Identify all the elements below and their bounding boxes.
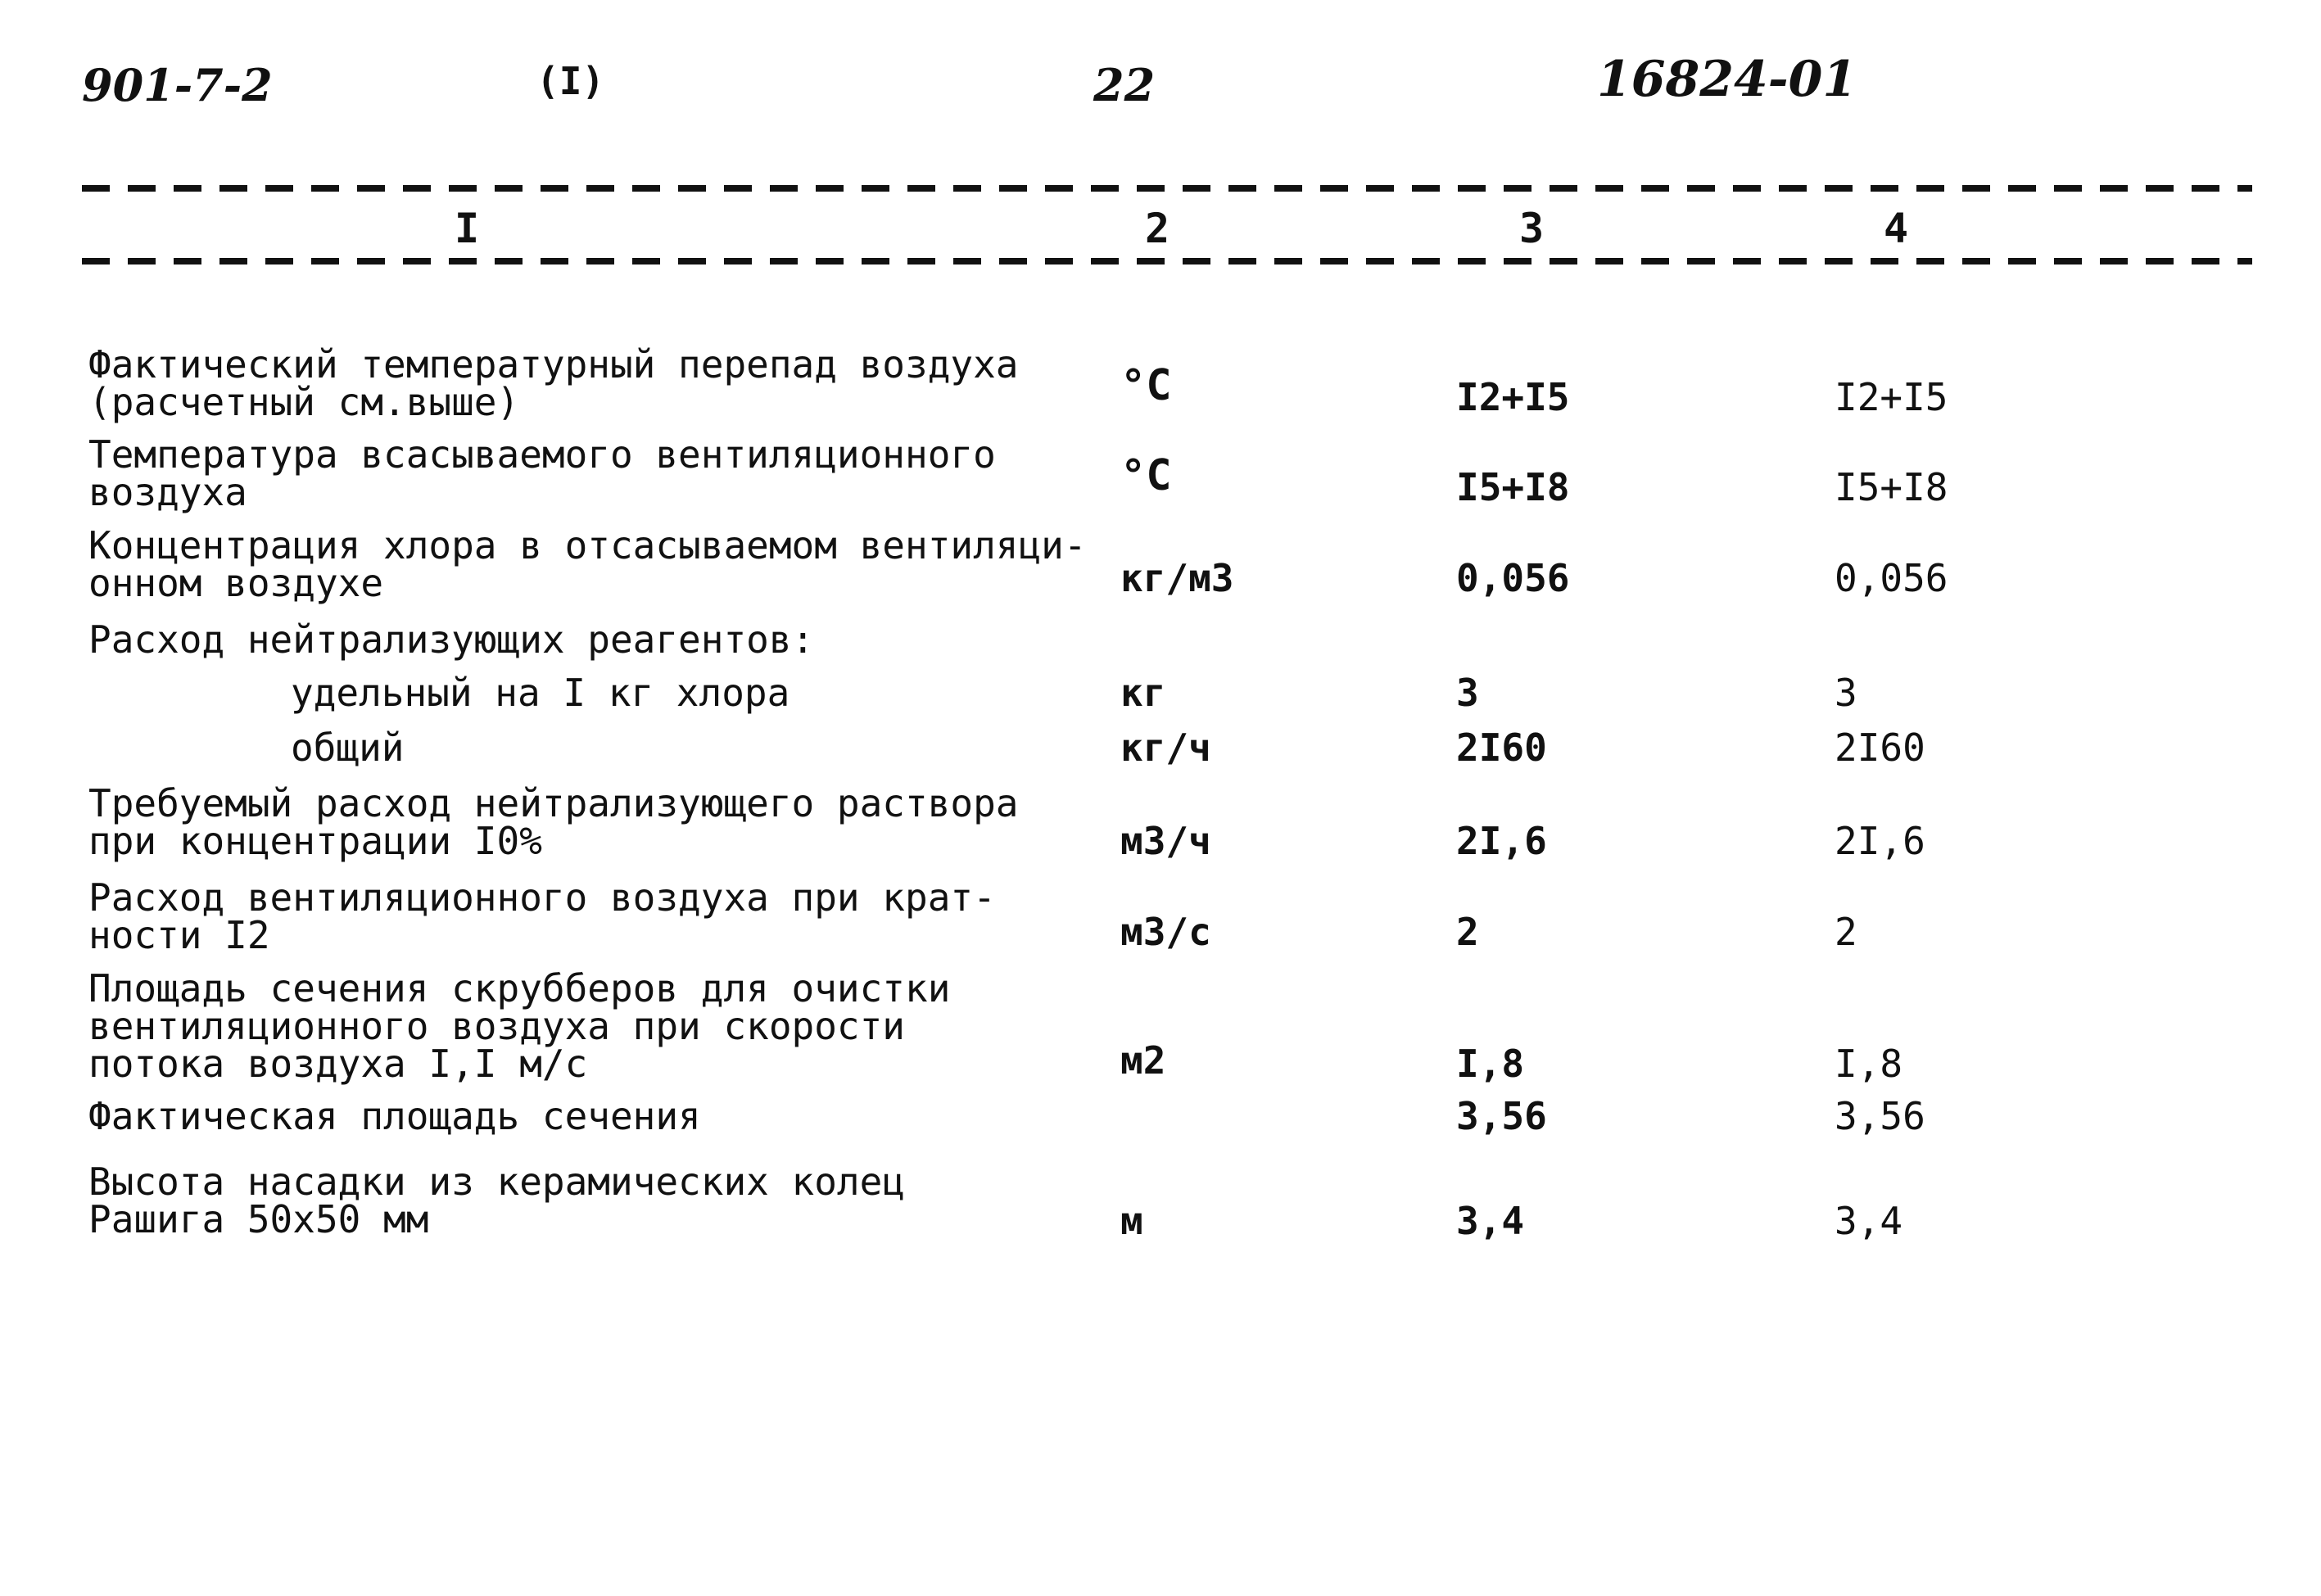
row-value-col4: 3,4 (1835, 1199, 1903, 1243)
row-value-col3: 0,056 (1456, 556, 1570, 600)
row-label: Расход вентиляционного воздуха при крат- ности I2 (88, 875, 996, 957)
document-code: 901-7-2 (82, 59, 273, 111)
row-value-col3: 2I60 (1456, 726, 1547, 770)
page-number: 22 (1093, 59, 1156, 111)
row-value-col4: I5+I8 (1835, 465, 1948, 509)
row-value-col3: 3 (1456, 671, 1479, 715)
row-label: Концентрация хлора в отсасываемом вентиляци- онном воздухе (88, 523, 1087, 605)
row-unit: м3/ч (1120, 819, 1211, 863)
row-label: Фактическая площадь сечения (88, 1094, 701, 1138)
row-value-col4: 0,056 (1835, 556, 1948, 600)
row-value-col3: 2 (1456, 910, 1479, 954)
row-label: Требуемый расход нейтрализующего раствора при концентрации I0% (88, 781, 1019, 863)
part-number: (I) (536, 59, 605, 103)
row-value-col3: 2I,6 (1456, 819, 1547, 863)
row-label: Температура всасываемого вентиляционного воздуха (88, 432, 996, 514)
row-label: Фактический температурный перепад воздуха (расчетный см.выше) (88, 342, 1019, 424)
archive-stamp: 16824-01 (1597, 51, 1857, 108)
column-number-4: 4 (1884, 205, 1909, 252)
bottom-dashed-rule (82, 258, 2252, 264)
row-label: удельный на I кг хлора (291, 671, 790, 715)
row-unit: °C (1120, 451, 1172, 500)
row-unit: кг/м3 (1120, 556, 1234, 600)
row-value-col3: I5+I8 (1456, 465, 1570, 509)
row-value-col4: 3,56 (1835, 1094, 1925, 1138)
row-value-col4: 2I,6 (1835, 819, 1925, 863)
row-value-col3: 3,4 (1456, 1199, 1525, 1243)
row-unit: м2 (1120, 1038, 1166, 1083)
row-unit: м3/с (1120, 910, 1211, 954)
top-dashed-rule (82, 185, 2252, 192)
row-label: Расход нейтрализующих реагентов: (88, 617, 815, 662)
row-value-col3: I,8 (1456, 1042, 1525, 1086)
column-number-3: 3 (1519, 205, 1545, 252)
row-unit: кг/ч (1120, 726, 1211, 770)
row-unit: кг (1120, 671, 1166, 715)
row-value-col4: 2I60 (1835, 726, 1925, 770)
row-value-col4: 3 (1835, 671, 1857, 715)
column-number-2: 2 (1145, 205, 1170, 252)
row-label: Площадь сечения скрубберов для очистки вентиляционного воздуха при скорости потока воздуха I,I м/с (88, 966, 951, 1086)
row-unit: °C (1120, 361, 1172, 410)
row-value-col4: I,8 (1835, 1042, 1903, 1086)
row-value-col4: I2+I5 (1835, 375, 1948, 419)
row-label: Высота насадки из керамических колец Рашига 50х50 мм (88, 1160, 905, 1241)
column-number-1: I (455, 205, 480, 252)
row-label: общий (291, 726, 405, 770)
row-value-col4: 2 (1835, 910, 1857, 954)
row-value-col3: 3,56 (1456, 1094, 1547, 1138)
row-unit: м (1120, 1199, 1143, 1243)
row-value-col3: I2+I5 (1456, 375, 1570, 419)
